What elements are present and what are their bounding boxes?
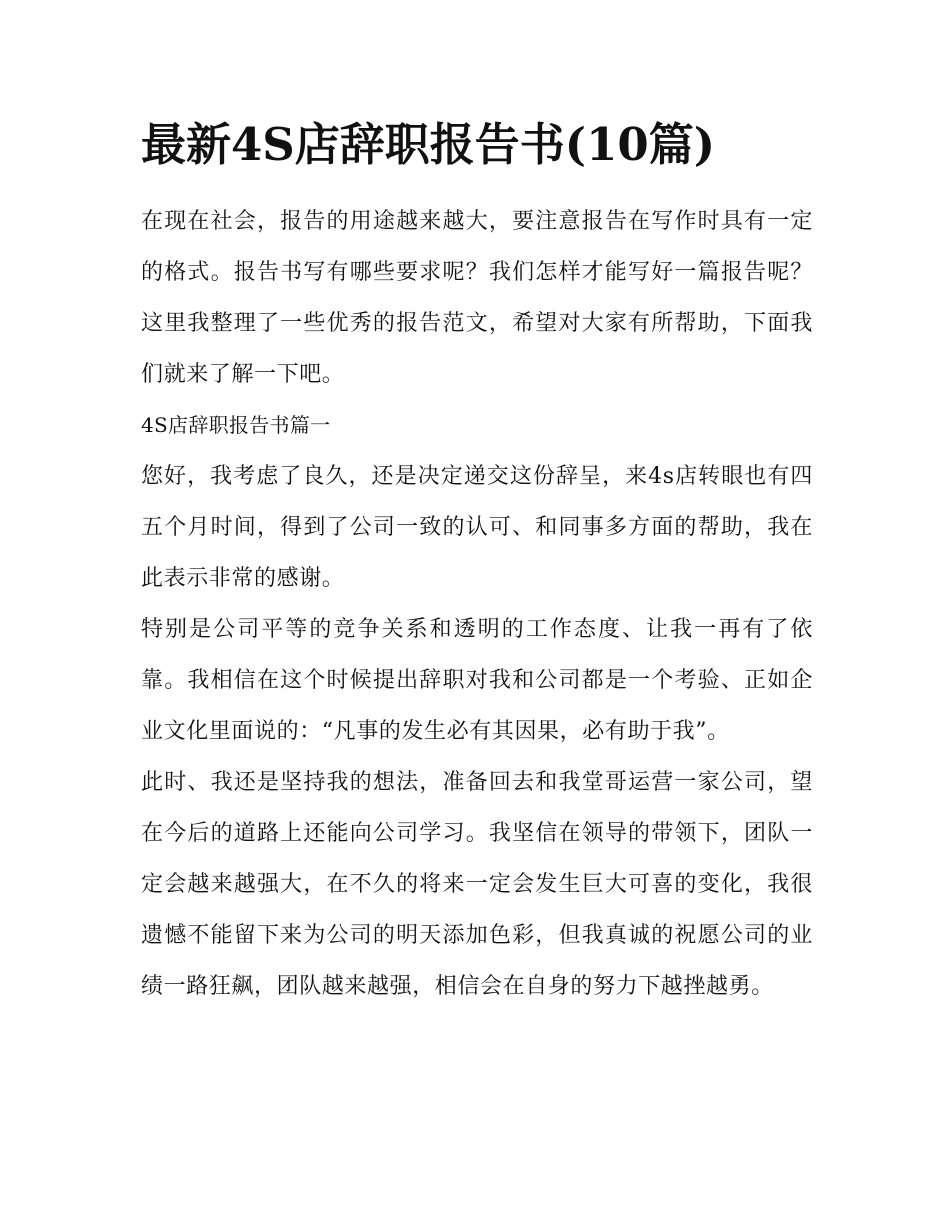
body-paragraph-2: 特别是公司平等的竞争关系和透明的工作态度、让我一再有了依靠。我相信在这个时候提出辞职对我和公司都是一个考验、正如企业文化里面说的：“凡事的发生必有其因果，必有助于我”。 (141, 617, 813, 744)
intro-paragraph: 在现在社会，报告的用途越来越大，要注意报告在写作时具有一定的格式。报告书写有哪些要求呢？我们怎样才能写好一篇报告呢？这里我整理了一些优秀的报告范文，希望对大家有所帮助，下面我们就来了解一下吧。 (141, 209, 813, 387)
document-title: 最新4S店辞职报告书(10篇) (141, 118, 716, 171)
document-body (141, 112, 813, 1012)
section-heading: 4S店辞职报告书篇一 (141, 413, 331, 437)
body-paragraph-3: 此时、我还是坚持我的想法，准备回去和我堂哥运营一家公司，望在今后的道路上还能向公司学习。我坚信在领导的带领下，团队一定会越来越强大，在不久的将来一定会发生巨大可喜的变化，我很遗憾不能留下来为公司的明天添加色彩，但我真诚的祝愿公司的业绩一路狂飙，团队越来越强，相信会在自身的努力下越挫越勇。 (141, 770, 813, 999)
body-paragraph-1: 您好，我考虑了良久，还是决定递交这份辞呈，来4s店转眼也有四五个月时间，得到了公司一致的认可、和同事多方面的帮助，我在此表示非常的感谢。 (141, 464, 813, 591)
